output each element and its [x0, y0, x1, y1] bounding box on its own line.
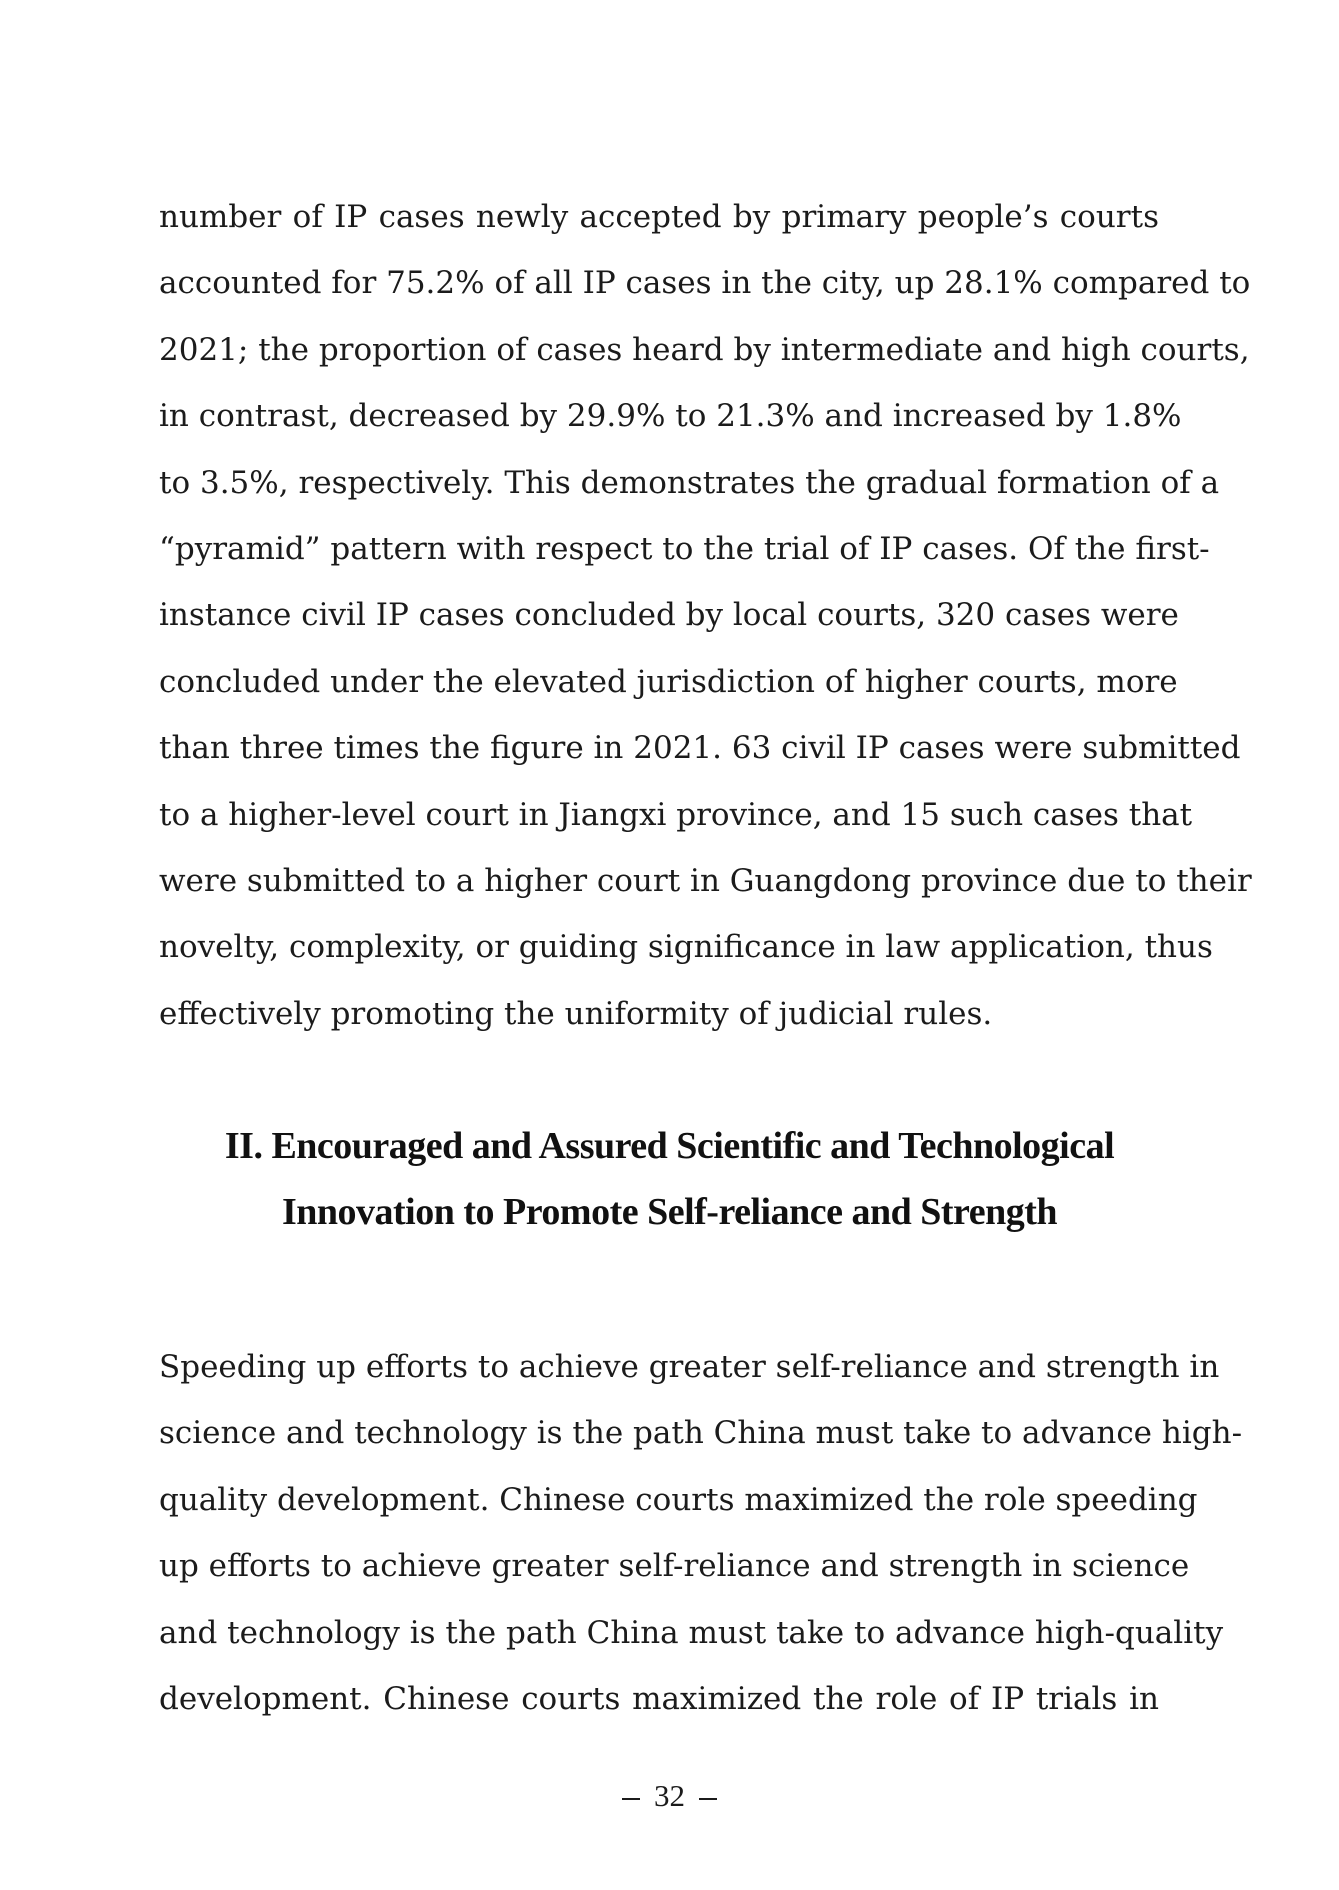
section-heading-line-2: Innovation to Promote Self-reliance and Strength [281, 1191, 1058, 1233]
paragraph-line: novelty, complexity, or guiding significance in law application, thus [159, 929, 1213, 966]
paragraph-line: 2021; the proportion of cases heard by intermediate and high courts, [159, 331, 1250, 368]
paragraph-line: to 3.5%, respectively. This demonstrates the gradual formation of a [159, 464, 1220, 501]
paragraph-line: up efforts to achieve greater self-reliance and strength in science [159, 1548, 1190, 1585]
paragraph-line: quality development. Chinese courts maximized the role speeding [159, 1481, 1198, 1518]
paragraph-line: Speeding up efforts to achieve greater self-reliance and strength in [159, 1349, 1220, 1385]
section-heading-line-1: II. Encouraged and Assured Scientific and Technological [224, 1125, 1115, 1167]
paragraph-line: instance civil IP cases concluded by local courts, 320 cases were [159, 597, 1179, 634]
paragraph-line: than three times the figure in 2021. 63 civil IP cases were submitted [159, 730, 1241, 767]
paragraph-line: and technology is the path China must take to advance high-quality [159, 1614, 1224, 1651]
paragraph-line: number of IP cases newly accepted by primary people’s courts [159, 199, 1159, 235]
paragraph-line: were submitted to a higher court in Guangdong province due to their [159, 862, 1252, 899]
body-paragraph-2 [159, 1334, 1243, 1732]
paragraph-line: to a higher-level court in Jiangxi province, and 15 such cases that [159, 796, 1193, 833]
paragraph-line: science and technology is the path China must take to advance high- [159, 1415, 1243, 1452]
body-paragraph-1 [159, 184, 1252, 1047]
paragraph-line: in contrast, decreased by 29.9% to 21.3% and increased by 1.8% [159, 398, 1182, 435]
paragraph-line: development. Chinese courts maximized the role of IP trials in [159, 1680, 1159, 1717]
page-footer [0, 1778, 1339, 1814]
left-dash [622, 1798, 640, 1800]
paragraph-line: effectively promoting the uniformity of judicial rules. [159, 995, 993, 1032]
section-heading [100, 1113, 1239, 1245]
page-number: 32 [654, 1778, 685, 1813]
paragraph-line: concluded under the elevated jurisdiction of higher courts, more [159, 663, 1178, 700]
right-dash [699, 1798, 717, 1800]
paragraph-line: “pyramid” pattern with respect to the trial of IP cases. Of the first- [159, 530, 1210, 567]
paragraph-line: accounted for 75.2% of all IP cases in the city, up 28.1% compared to [159, 265, 1251, 302]
